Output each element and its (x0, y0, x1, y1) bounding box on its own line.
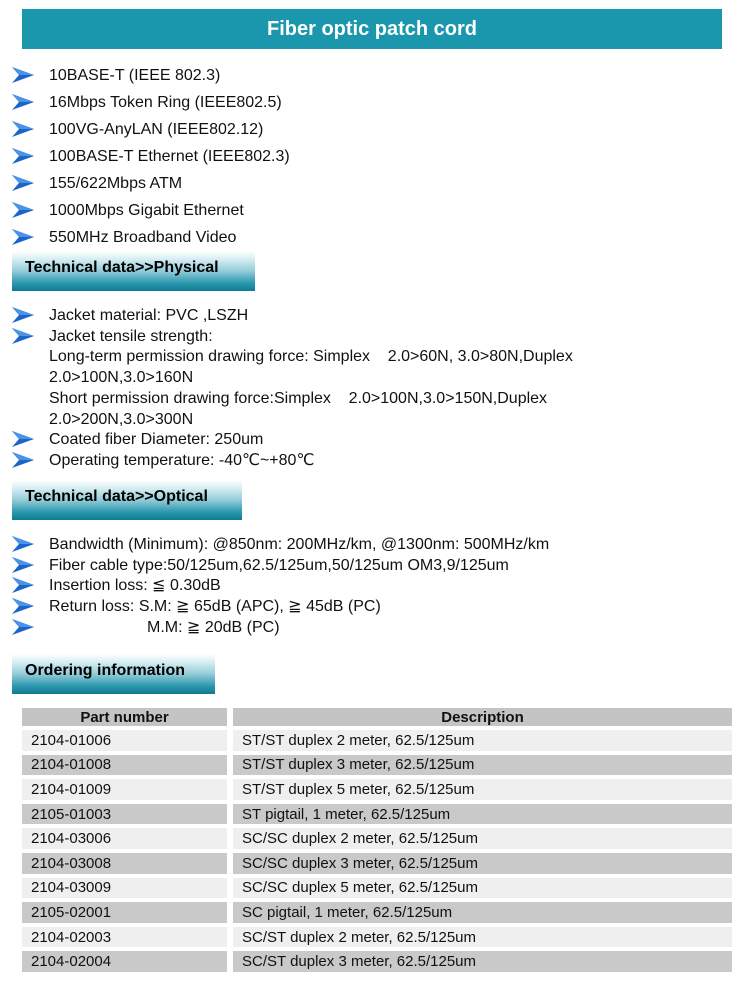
list-item: 10BASE-T (IEEE 802.3) (12, 66, 290, 93)
bullet-arrow-icon (12, 202, 34, 218)
table-row: 2104-02004 SC/ST duplex 3 meter, 62.5/125um (22, 951, 732, 972)
list-item: 1000Mbps Gigabit Ethernet (12, 201, 290, 228)
physical-list (12, 306, 573, 472)
bullet-arrow-icon (12, 536, 34, 552)
table-row: 2105-02001 SC pigtail, 1 meter, 62.5/125um (22, 902, 732, 923)
table-row: 2104-02003 SC/ST duplex 2 meter, 62.5/125um (22, 927, 732, 948)
bullet-arrow-icon (12, 557, 34, 573)
list-item: 550MHz Broadband Video (12, 228, 290, 255)
table-row: 2104-01008 ST/ST duplex 3 meter, 62.5/125um (22, 755, 732, 776)
list-item: Jacket material: PVC ,LSZH (12, 306, 573, 327)
list-item: Jacket tensile strength: Long-term permission drawing force: Simplex 2.0>60N, 3.0>80N,Duplex 2.0>100N,3.0>160N Short permission drawing force:Simplex 2.0>100N,3.0>150N,Duplex 2.0>200N,3.0>300N (12, 327, 573, 431)
bullet-arrow-icon (12, 598, 34, 614)
section-heading-optical: Technical data>>Optical (12, 480, 242, 520)
bullet-arrow-icon (12, 328, 34, 344)
table-row: 2105-01003 ST pigtail, 1 meter, 62.5/125um (22, 804, 732, 825)
bullet-arrow-icon (12, 121, 34, 137)
list-item: Operating temperature: -40℃~+80℃ (12, 451, 573, 472)
section-heading-ordering: Ordering information (12, 654, 215, 694)
bullet-arrow-icon (12, 94, 34, 110)
bullet-arrow-icon (12, 577, 34, 593)
ordering-table (22, 704, 732, 976)
list-item: Insertion loss: ≦ 0.30dB (12, 576, 549, 597)
page-title-banner (22, 9, 722, 49)
bullet-arrow-icon (12, 229, 34, 245)
list-item: Fiber cable type:50/125um,62.5/125um,50/125um OM3,9/125um (12, 556, 549, 577)
table-row: 2104-03009 SC/SC duplex 5 meter, 62.5/125um (22, 878, 732, 899)
list-item: Coated fiber Diameter: 250um (12, 430, 573, 451)
list-item: M.M: ≧ 20dB (PC) (12, 618, 549, 639)
column-header-part-number: Part number (22, 708, 227, 726)
list-item: Bandwidth (Minimum): @850nm: 200MHz/km, @1300nm: 500MHz/km (12, 535, 549, 556)
optical-list (12, 535, 549, 639)
page-title: Fiber optic patch cord (266, 17, 478, 40)
bullet-arrow-icon (12, 175, 34, 191)
table-row: 2104-01006 ST/ST duplex 2 meter, 62.5/125um (22, 730, 732, 751)
table-row: 2104-01009 ST/ST duplex 5 meter, 62.5/125um (22, 779, 732, 800)
section-heading-physical: Technical data>>Physical (12, 251, 255, 291)
column-header-description: Description (233, 708, 732, 726)
bullet-arrow-icon (12, 431, 34, 447)
list-item: 155/622Mbps ATM (12, 174, 290, 201)
list-item: 100VG-AnyLAN (IEEE802.12) (12, 120, 290, 147)
list-item: 16Mbps Token Ring (IEEE802.5) (12, 93, 290, 120)
bullet-arrow-icon (12, 307, 34, 323)
list-item: 100BASE-T Ethernet (IEEE802.3) (12, 147, 290, 174)
list-item: Return loss: S.M: ≧ 65dB (APC), ≧ 45dB (PC) (12, 597, 549, 618)
bullet-arrow-icon (12, 619, 34, 635)
table-header-row (22, 708, 732, 726)
bullet-arrow-icon (12, 67, 34, 83)
table-row: 2104-03006 SC/SC duplex 2 meter, 62.5/125um (22, 828, 732, 849)
table-row: 2104-03008 SC/SC duplex 3 meter, 62.5/125um (22, 853, 732, 874)
bullet-arrow-icon (12, 452, 34, 468)
applications-list (12, 66, 290, 255)
bullet-arrow-icon (12, 148, 34, 164)
